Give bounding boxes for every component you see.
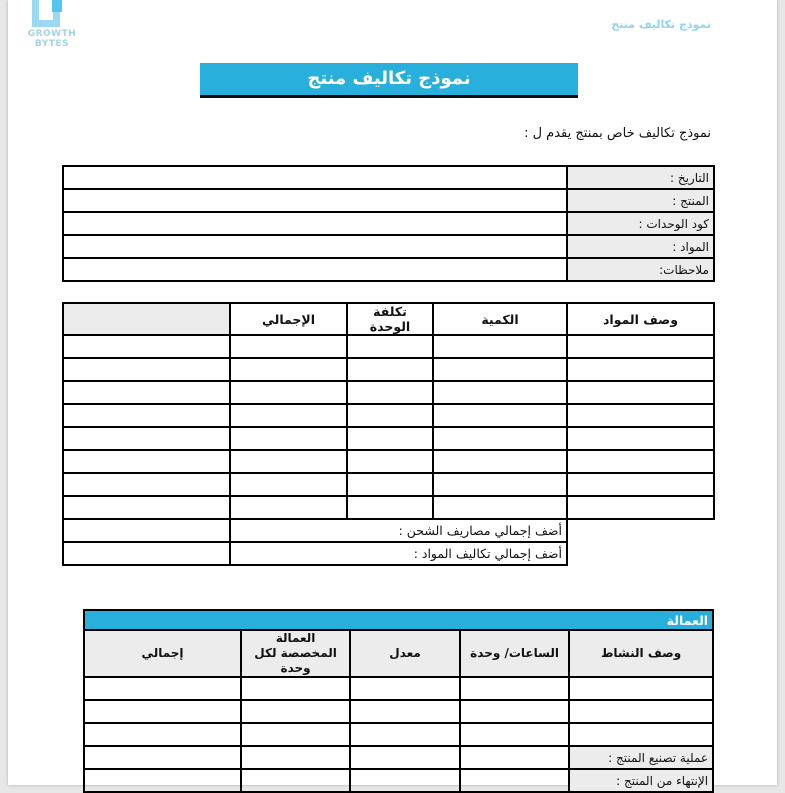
empty-cell: [241, 700, 350, 723]
empty-cell: [241, 769, 350, 792]
empty-cell: [63, 450, 230, 473]
info-value-notes: [63, 258, 567, 281]
empty-cell: [433, 404, 567, 427]
shipping-total-label: أضف إجمالي مصاريف الشحن :: [230, 519, 567, 542]
labor-header-row: [84, 630, 713, 677]
info-table: [62, 165, 715, 282]
materials-total-label: أضف إجمالي تكاليف المواد :: [230, 542, 567, 565]
info-row: [63, 235, 714, 258]
empty-cell: [567, 427, 714, 450]
empty-row: [63, 473, 714, 496]
empty-row: [84, 700, 713, 723]
empty-cell: [460, 700, 569, 723]
shipping-total-value: [63, 519, 230, 542]
title-banner: نموذج تكاليف منتج: [200, 63, 578, 98]
labor-header-hours-per-unit: الساعات/ وحدة: [460, 630, 569, 677]
empty-cell: [63, 496, 230, 519]
empty-cell: [460, 677, 569, 700]
empty-row: [63, 335, 714, 358]
materials-footer-row: [63, 519, 714, 542]
empty-cell: [569, 677, 713, 700]
spacer-cell: [567, 519, 714, 542]
empty-cell: [460, 746, 569, 769]
empty-cell: [241, 746, 350, 769]
empty-cell: [567, 358, 714, 381]
materials-header-quantity: الكمية: [433, 303, 567, 335]
empty-row: [63, 496, 714, 519]
labor-title-row: [84, 610, 713, 630]
empty-row: [63, 358, 714, 381]
empty-cell: [63, 473, 230, 496]
empty-row: [63, 404, 714, 427]
info-label-notes: ملاحظات:: [567, 258, 714, 281]
info-row: [63, 189, 714, 212]
materials-header-blank: [63, 303, 230, 335]
info-row: [63, 258, 714, 281]
info-value-date: [63, 166, 567, 189]
empty-row: [84, 723, 713, 746]
empty-cell: [63, 404, 230, 427]
info-label-date: التاريخ :: [567, 166, 714, 189]
empty-cell: [230, 496, 347, 519]
empty-cell: [350, 677, 460, 700]
empty-cell: [433, 496, 567, 519]
manufacturing-process-label: عملية تصنيع المنتج :: [569, 746, 713, 769]
empty-cell: [350, 746, 460, 769]
empty-cell: [567, 381, 714, 404]
empty-cell: [347, 473, 433, 496]
materials-table: [62, 302, 715, 566]
empty-cell: [230, 335, 347, 358]
empty-cell: [63, 381, 230, 404]
logo-wordmark: [16, 29, 88, 49]
labor-table: [83, 609, 714, 793]
empty-row: [63, 450, 714, 473]
empty-cell: [433, 450, 567, 473]
empty-cell: [230, 381, 347, 404]
info-row: [63, 166, 714, 189]
empty-cell: [433, 358, 567, 381]
empty-cell: [230, 404, 347, 427]
empty-cell: [347, 358, 433, 381]
empty-cell: [230, 427, 347, 450]
empty-cell: [433, 427, 567, 450]
materials-header-unit-cost: تكلفة الوحدة: [347, 303, 433, 335]
empty-cell: [63, 358, 230, 381]
labor-header-labor-per-unit: العمالة المخصصة لكل وحدة: [241, 630, 350, 677]
empty-cell: [567, 335, 714, 358]
corner-note: نموذج تكاليف منتج: [611, 18, 711, 31]
empty-cell: [347, 496, 433, 519]
product-finishing-label: الإنتهاء من المنتج :: [569, 769, 713, 792]
empty-cell: [347, 381, 433, 404]
info-label-unit-code: كود الوحدات :: [567, 212, 714, 235]
empty-row: [84, 677, 713, 700]
logo-line2: BYTES: [34, 39, 70, 49]
empty-cell: [230, 450, 347, 473]
empty-cell: [569, 700, 713, 723]
labor-label-row: [84, 769, 713, 792]
empty-cell: [230, 473, 347, 496]
empty-cell: [347, 404, 433, 427]
logo-notch-icon: [52, 0, 62, 12]
materials-footer-row: [63, 542, 714, 565]
empty-cell: [460, 723, 569, 746]
empty-cell: [433, 381, 567, 404]
empty-cell: [241, 677, 350, 700]
info-label-product: المنتج :: [567, 189, 714, 212]
empty-cell: [84, 677, 241, 700]
empty-cell: [84, 700, 241, 723]
empty-cell: [350, 769, 460, 792]
empty-cell: [230, 358, 347, 381]
empty-cell: [350, 723, 460, 746]
empty-cell: [350, 700, 460, 723]
materials-header-description: وصف المواد: [567, 303, 714, 335]
empty-cell: [84, 723, 241, 746]
empty-cell: [347, 450, 433, 473]
labor-header-activity: وصف النشاط: [569, 630, 713, 677]
empty-cell: [567, 450, 714, 473]
labor-header-rate: معدل: [350, 630, 460, 677]
empty-row: [63, 427, 714, 450]
info-row: [63, 212, 714, 235]
info-value-materials: [63, 235, 567, 258]
subtitle: نموذج تكاليف خاص بمنتج يقدم ل :: [524, 126, 711, 141]
empty-cell: [84, 746, 241, 769]
logo-line1: GROWTH: [27, 29, 77, 39]
empty-cell: [569, 723, 713, 746]
empty-cell: [567, 496, 714, 519]
labor-label-row: [84, 746, 713, 769]
info-value-unit-code: [63, 212, 567, 235]
materials-header-row: [63, 303, 714, 335]
labor-section-title: العمالة: [84, 610, 713, 630]
labor-header-total: إجمالي: [84, 630, 241, 677]
empty-cell: [241, 723, 350, 746]
empty-cell: [63, 335, 230, 358]
empty-cell: [433, 335, 567, 358]
empty-row: [63, 381, 714, 404]
empty-cell: [567, 473, 714, 496]
empty-cell: [460, 769, 569, 792]
empty-cell: [63, 427, 230, 450]
empty-cell: [433, 473, 567, 496]
info-value-product: [63, 189, 567, 212]
empty-cell: [347, 427, 433, 450]
empty-cell: [347, 335, 433, 358]
materials-total-value: [63, 542, 230, 565]
materials-header-total: الإجمالي: [230, 303, 347, 335]
info-label-materials: المواد :: [567, 235, 714, 258]
spacer-cell: [567, 542, 714, 565]
empty-cell: [84, 769, 241, 792]
empty-cell: [567, 404, 714, 427]
document-page: [8, 0, 777, 788]
